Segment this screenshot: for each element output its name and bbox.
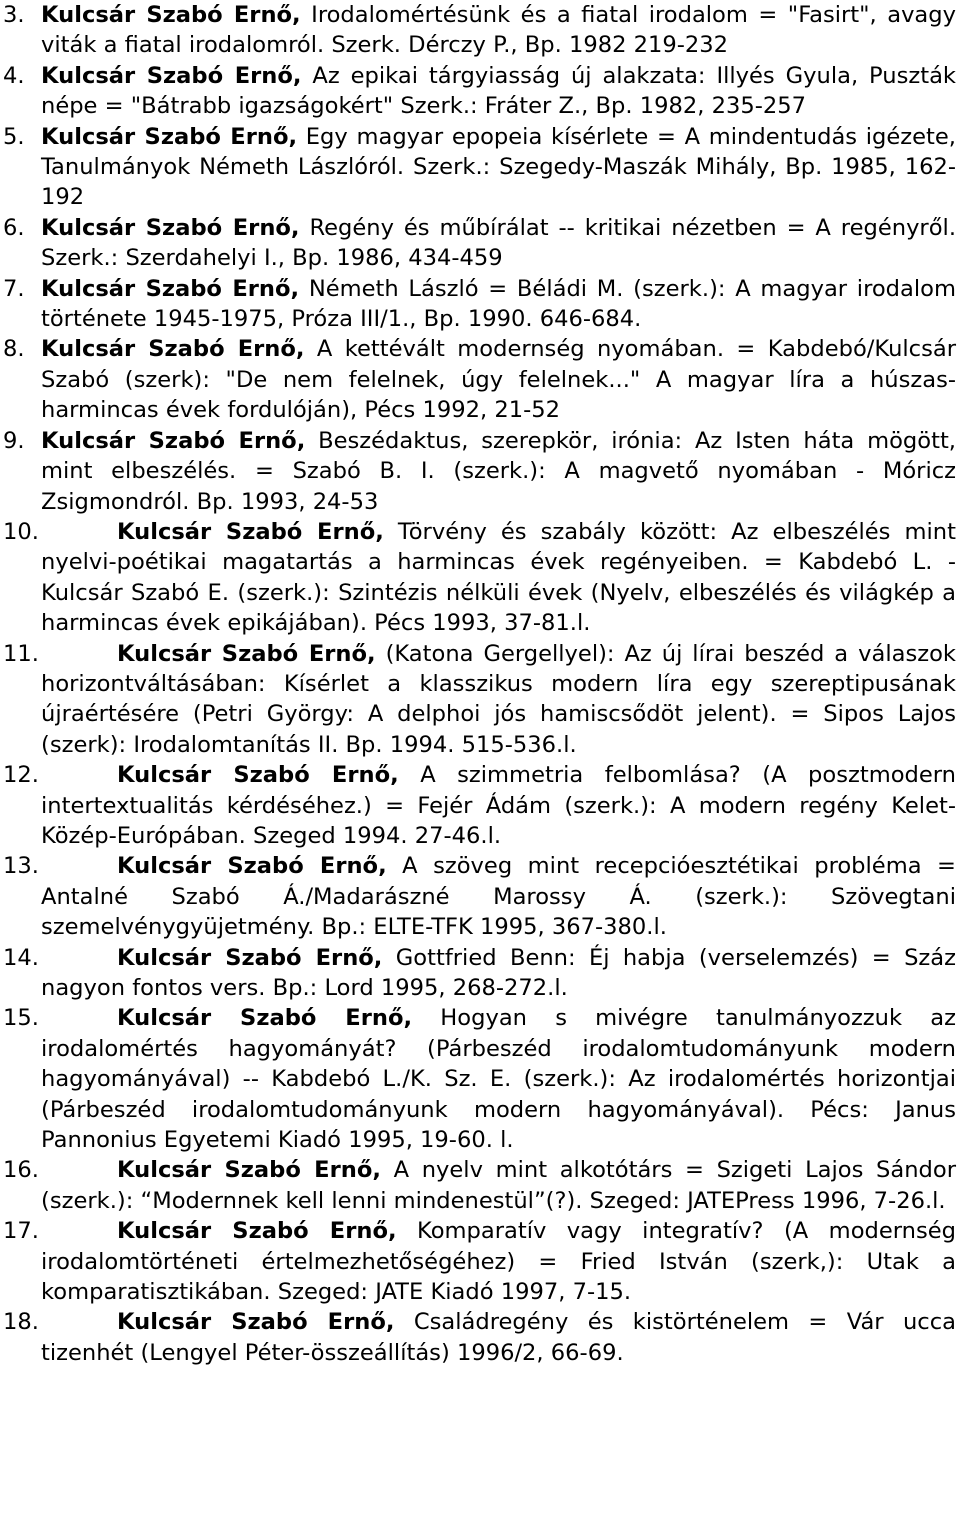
entry-author: Kulcsár Szabó Ernő, bbox=[41, 62, 302, 89]
entry-number: 18. bbox=[3, 1309, 39, 1336]
entry-text: A kettévált modernség nyomában. = Kabdebó/Kulcsár Szabó (szerk): "De nem felelnek, úgy felelnek..." A magyar líra a húszas-harmincas évek fordulóján), Pécs 1992, 21-52 bbox=[41, 336, 956, 424]
entry-text: A szöveg mint recepcióesztétikai probléma = Antalné Szabó Á./Madarászné Marossy Á. (szerk.): Szövegtani szemelvénygyüjetmény. Bp.: ELTE-TFK 1995, 367-380.l. bbox=[41, 853, 956, 941]
entry-text: Németh László = Béládi M. (szerk.): A magyar irodalom története 1945-1975, Próza III/1., Bp. 1990. 646-684. bbox=[41, 275, 956, 333]
bibliography-entry bbox=[0, 851, 960, 942]
entry-author: Kulcsár Szabó Ernő, bbox=[41, 336, 305, 363]
entry-text: Komparatív vagy integratív? (A modernség irodalomtörténeti értelmezhetőségéhez) = Fried István (szerk,): Utak a komparatisztikában. Szeged: JATE Kiadó 1997, 7-15. bbox=[41, 1218, 956, 1306]
entry-number: 12. bbox=[3, 762, 39, 789]
entry-number: 8. bbox=[3, 336, 25, 363]
bibliography-entry bbox=[0, 334, 960, 425]
entry-number: 13. bbox=[3, 853, 39, 880]
entry-author: Kulcsár Szabó Ernő, bbox=[117, 853, 387, 880]
entry-author: Kulcsár Szabó Ernő, bbox=[41, 427, 306, 454]
entry-number: 9. bbox=[3, 427, 25, 454]
entry-number: 3. bbox=[3, 2, 25, 28]
entry-author: Kulcsár Szabó Ernő, bbox=[117, 518, 384, 545]
entry-number: 5. bbox=[3, 123, 25, 150]
bibliography-entry bbox=[0, 760, 960, 851]
bibliography-entry bbox=[0, 213, 960, 274]
entry-number: 7. bbox=[3, 275, 25, 302]
bibliography-entry bbox=[0, 1399, 960, 1429]
bibliography-entry bbox=[0, 0, 960, 61]
entry-text: Az epikai tárgyiasság új alakzata: Illyés Gyula, Puszták népe = "Bátrabb igazságokért" Szerk.: Fráter Z., Bp. 1982, 235-257 bbox=[41, 62, 956, 120]
entry-author: Kulcsár Szabó Ernő, bbox=[117, 1218, 397, 1245]
entry-text: Irodalomértésünk és a fiatal irodalom = "Fasirt", avagy viták a fiatal irodalomról. Szerk. Dérczy P., Bp. 1982 219-232 bbox=[41, 2, 956, 59]
entry-author: Kulcsár Szabó Ernő, bbox=[117, 640, 376, 667]
bibliography-entry bbox=[0, 274, 960, 335]
entry-number: 10. bbox=[3, 518, 39, 545]
entry-author: Kulcsár Szabó Ernő, bbox=[117, 1309, 395, 1336]
bibliography-entry bbox=[0, 943, 960, 1004]
entry-number: 6. bbox=[3, 214, 25, 241]
entry-author: Kulcsár Szabó Ernő, bbox=[41, 275, 300, 302]
entry-text: Törvény és szabály között: Az elbeszélés mint nyelvi-poétikai magatartás a harmincas évek regényeiben. = Kabdebó L. - Kulcsár Szabó E. (szerk.): Szintézis nélküli évek (Nyelv, elbeszélés és világkép a harmincas évek epikájában). Pécs 1993, 37-81.l. bbox=[41, 518, 956, 637]
entry-author: Kulcsár Szabó Ernő, bbox=[117, 1005, 413, 1032]
bibliography-entry bbox=[0, 1155, 960, 1216]
entry-text: A szimmetria felbomlása? (A posztmodern intertextualitás kérdéséhez.) = Fejér Ádám (szerk.): A modern regény Kelet-Közép-Európában. Szeged 1994. 27-46.l. bbox=[41, 762, 956, 849]
entry-author: Kulcsár Szabó Ernő, bbox=[41, 2, 301, 28]
entry-text: Regény és műbírálat -- kritikai nézetben = A regényről. Szerk.: Szerdahelyi I., Bp. 1986, 434-459 bbox=[41, 214, 957, 272]
entry-author: Kulcsár Szabó Ernő, bbox=[41, 123, 298, 150]
bibliography-entry bbox=[0, 639, 960, 761]
bibliography-entry bbox=[0, 1368, 960, 1398]
entry-author: Kulcsár Szabó Ernő, bbox=[117, 762, 399, 789]
entry-text: Egy magyar epopeia kísérlete = A mindentudás igézete, Tanulmányok Németh Lászlóról. Szerk.: Szegedy-Maszák Mihály, Bp. 1985, 162-192 bbox=[41, 123, 956, 211]
entry-text: Beszédaktus, szerepkör, irónia: Az Isten háta mögött, mint elbeszélés. = Szabó B. I. (szerk.): A magvető nyomában - Móricz Zsigmondról. Bp. 1993, 24-53 bbox=[41, 427, 956, 515]
bibliography-entry bbox=[0, 517, 960, 639]
entry-text: (Katona Gergellyel): Az új lírai beszéd a válaszok horizontváltásában: Kísérlet a klasszikus modern líra egy szereptipusának újraértésére (Petri György: A delphoi jós hamiscsődöt jelent). = Sipos Lajos (szerk): Irodalomtanítás II. Bp. 1994. 515-536.l. bbox=[41, 640, 956, 758]
entry-author: Kulcsár Szabó Ernő, bbox=[41, 214, 300, 241]
entry-number: 17. bbox=[3, 1218, 39, 1245]
entry-number: 4. bbox=[3, 62, 25, 89]
bibliography-entry bbox=[0, 1003, 960, 1155]
entry-number: 14. bbox=[3, 944, 39, 971]
entry-text: Hogyan s mivégre tanulmányozzuk az irodalomértés hagyományát? (Párbeszéd irodalomtudományunk modern hagyományával) -- Kabdebó L./K. Sz. E. (szerk.): Az irodalomértés horizontjai (Párbeszéd irodalomtudományunk modern hagyományával). Pécs: Janus Pannonius Egyetemi Kiadó 1995, 19-60. l. bbox=[41, 1005, 956, 1154]
bibliography-entry bbox=[0, 426, 960, 517]
entry-number: 15. bbox=[3, 1005, 39, 1032]
entry-text: A nyelv mint alkotótárs = Szigeti Lajos Sándor (szerk.): “Modernnek kell lenni mindenestül”(?). Szeged: JATEPress 1996, 7-26.l. bbox=[41, 1157, 956, 1214]
entry-text: Gottfried Benn: Éj habja (verselemzés) = Száz nagyon fontos vers. Bp.: Lord 1995, 268-272.l. bbox=[41, 944, 956, 1001]
entry-author: Kulcsár Szabó Ernő, bbox=[117, 944, 383, 971]
entry-text: Családregény és kistörténelem = Vár ucca tizenhét (Lengyel Péter-összeállítás) 1996/2, 66-69. bbox=[41, 1309, 956, 1366]
entry-author: Kulcsár Szabó Ernő, bbox=[117, 1157, 381, 1184]
bibliography-entry bbox=[0, 122, 960, 213]
bibliography-entry bbox=[0, 1216, 960, 1307]
bibliography-entry bbox=[0, 61, 960, 122]
entry-number: 16. bbox=[3, 1157, 39, 1184]
bibliography-entry bbox=[0, 1307, 960, 1368]
entry-number: 11. bbox=[3, 640, 39, 667]
